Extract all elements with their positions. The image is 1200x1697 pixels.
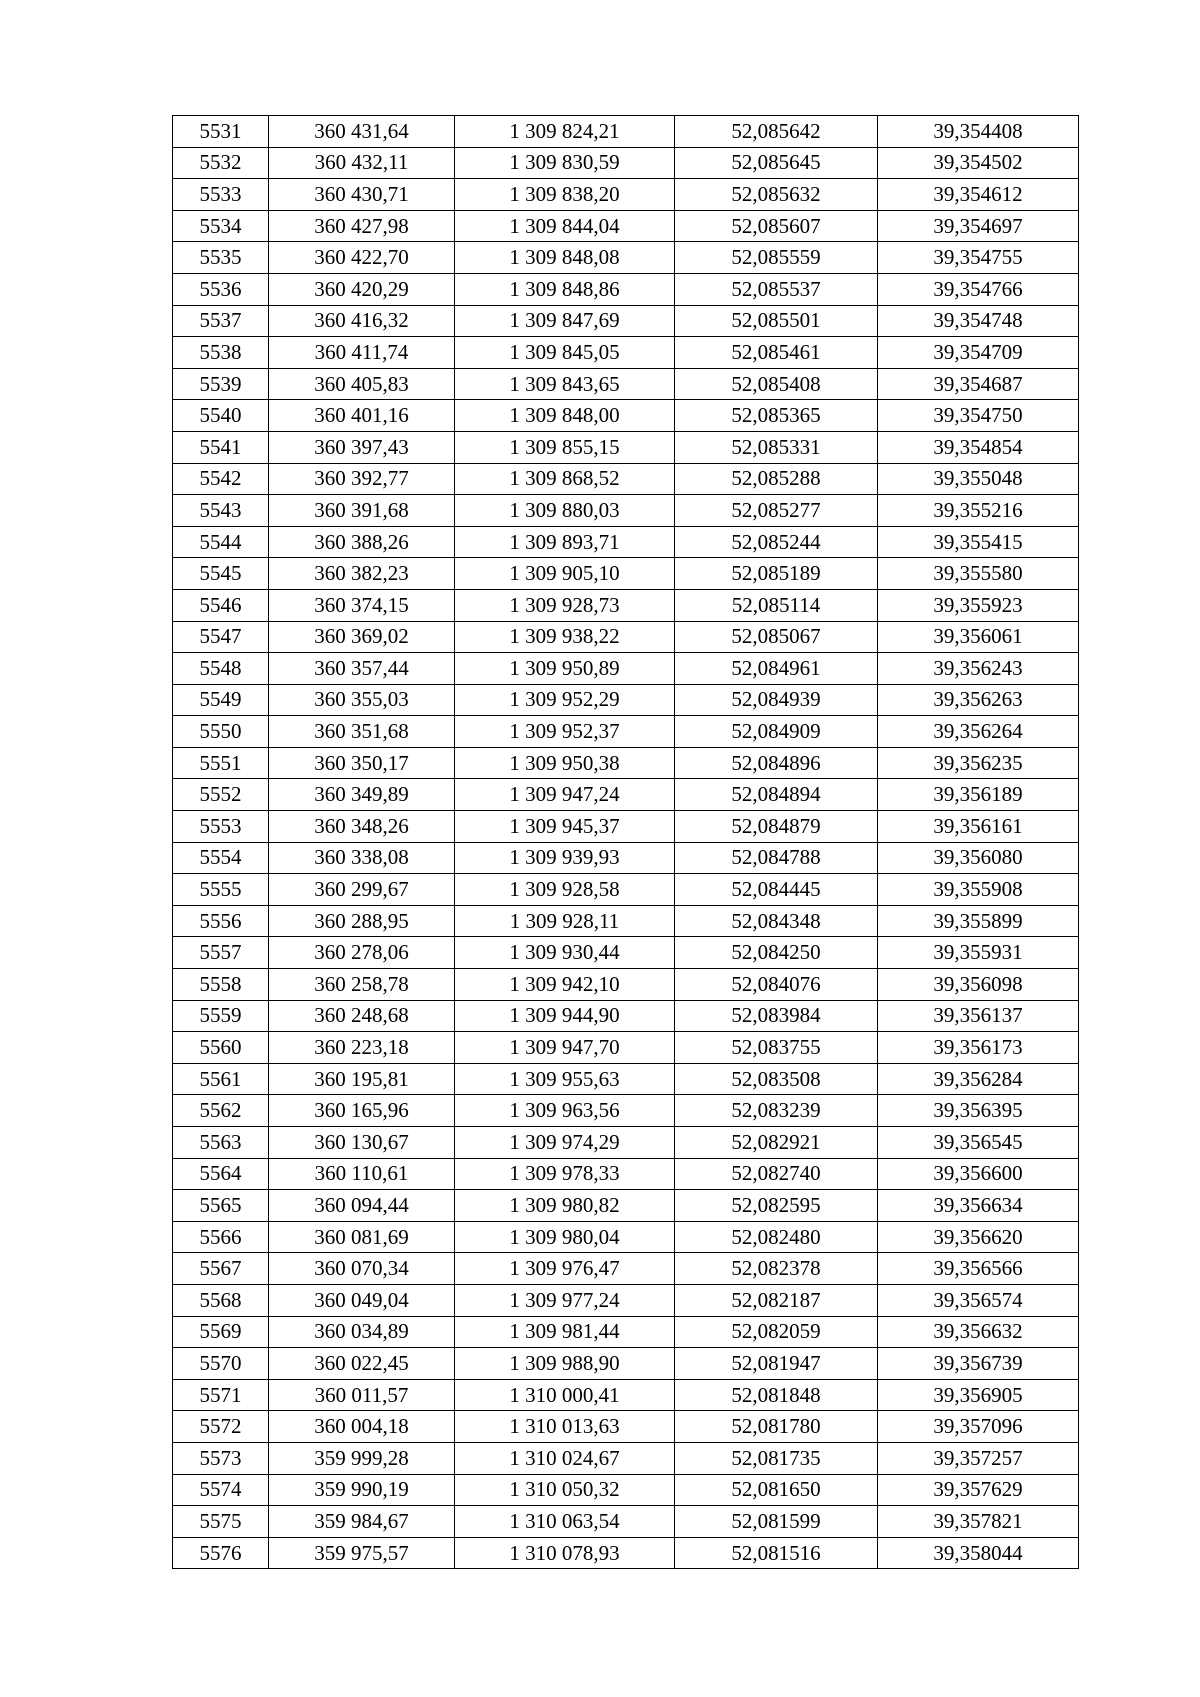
table-row	[173, 1316, 1079, 1348]
point-number-cell: 5536	[173, 273, 269, 305]
latitude-cell: 52,085114	[675, 589, 878, 621]
point-number-cell: 5575	[173, 1506, 269, 1538]
longitude-cell: 39,356545	[878, 1127, 1079, 1159]
latitude-cell: 52,081735	[675, 1442, 878, 1474]
latitude-cell: 52,081780	[675, 1411, 878, 1443]
coord-x-cell: 360 431,64	[269, 116, 455, 148]
latitude-cell: 52,082187	[675, 1284, 878, 1316]
point-number-cell: 5567	[173, 1253, 269, 1285]
table-row	[173, 1095, 1079, 1127]
coord-y-cell: 1 310 078,93	[455, 1537, 675, 1569]
longitude-cell: 39,356161	[878, 811, 1079, 843]
table-row	[173, 1284, 1079, 1316]
point-number-cell: 5538	[173, 337, 269, 369]
point-number-cell: 5552	[173, 779, 269, 811]
point-number-cell: 5541	[173, 431, 269, 463]
latitude-cell: 52,084896	[675, 747, 878, 779]
coord-y-cell: 1 309 930,44	[455, 937, 675, 969]
point-number-cell: 5573	[173, 1442, 269, 1474]
latitude-cell: 52,083508	[675, 1063, 878, 1095]
point-number-cell: 5549	[173, 684, 269, 716]
coord-y-cell: 1 309 944,90	[455, 1000, 675, 1032]
table-row	[173, 368, 1079, 400]
coord-x-cell: 360 430,71	[269, 179, 455, 211]
table-row	[173, 905, 1079, 937]
coord-x-cell: 360 110,61	[269, 1158, 455, 1190]
coord-y-cell: 1 309 880,03	[455, 495, 675, 527]
coord-y-cell: 1 309 977,24	[455, 1284, 675, 1316]
point-number-cell: 5574	[173, 1474, 269, 1506]
coord-x-cell: 360 338,08	[269, 842, 455, 874]
point-number-cell: 5535	[173, 242, 269, 274]
latitude-cell: 52,084788	[675, 842, 878, 874]
longitude-cell: 39,355908	[878, 874, 1079, 906]
point-number-cell: 5576	[173, 1537, 269, 1569]
point-number-cell: 5547	[173, 621, 269, 653]
coord-y-cell: 1 309 938,22	[455, 621, 675, 653]
coord-x-cell: 360 195,81	[269, 1063, 455, 1095]
longitude-cell: 39,357257	[878, 1442, 1079, 1474]
latitude-cell: 52,082059	[675, 1316, 878, 1348]
coord-x-cell: 359 975,57	[269, 1537, 455, 1569]
longitude-cell: 39,354612	[878, 179, 1079, 211]
longitude-cell: 39,358044	[878, 1537, 1079, 1569]
longitude-cell: 39,355048	[878, 463, 1079, 495]
coord-x-cell: 360 355,03	[269, 684, 455, 716]
coord-x-cell: 360 348,26	[269, 811, 455, 843]
point-number-cell: 5559	[173, 1000, 269, 1032]
table-row	[173, 431, 1079, 463]
latitude-cell: 52,085331	[675, 431, 878, 463]
coord-x-cell: 360 081,69	[269, 1221, 455, 1253]
table-row	[173, 305, 1079, 337]
point-number-cell: 5544	[173, 526, 269, 558]
point-number-cell: 5565	[173, 1190, 269, 1222]
longitude-cell: 39,356284	[878, 1063, 1079, 1095]
longitude-cell: 39,355216	[878, 495, 1079, 527]
table-row	[173, 273, 1079, 305]
coord-x-cell: 359 990,19	[269, 1474, 455, 1506]
coord-y-cell: 1 309 830,59	[455, 147, 675, 179]
point-number-cell: 5545	[173, 558, 269, 590]
table-row	[173, 969, 1079, 1001]
point-number-cell: 5572	[173, 1411, 269, 1443]
coord-y-cell: 1 309 981,44	[455, 1316, 675, 1348]
latitude-cell: 52,085408	[675, 368, 878, 400]
latitude-cell: 52,081650	[675, 1474, 878, 1506]
coordinates-table-body	[173, 116, 1079, 1569]
coord-x-cell: 359 984,67	[269, 1506, 455, 1538]
coord-y-cell: 1 309 893,71	[455, 526, 675, 558]
point-number-cell: 5562	[173, 1095, 269, 1127]
coord-y-cell: 1 309 824,21	[455, 116, 675, 148]
latitude-cell: 52,085067	[675, 621, 878, 653]
longitude-cell: 39,354709	[878, 337, 1079, 369]
point-number-cell: 5533	[173, 179, 269, 211]
coord-y-cell: 1 310 063,54	[455, 1506, 675, 1538]
latitude-cell: 52,081599	[675, 1506, 878, 1538]
longitude-cell: 39,354697	[878, 210, 1079, 242]
coord-y-cell: 1 309 928,73	[455, 589, 675, 621]
point-number-cell: 5531	[173, 116, 269, 148]
latitude-cell: 52,085632	[675, 179, 878, 211]
table-row	[173, 1158, 1079, 1190]
coord-y-cell: 1 309 978,33	[455, 1158, 675, 1190]
coord-x-cell: 360 369,02	[269, 621, 455, 653]
table-row	[173, 400, 1079, 432]
coord-x-cell: 360 350,17	[269, 747, 455, 779]
coord-y-cell: 1 309 980,04	[455, 1221, 675, 1253]
point-number-cell: 5551	[173, 747, 269, 779]
latitude-cell: 52,085645	[675, 147, 878, 179]
point-number-cell: 5570	[173, 1348, 269, 1380]
coord-y-cell: 1 309 843,65	[455, 368, 675, 400]
table-row	[173, 874, 1079, 906]
longitude-cell: 39,354502	[878, 147, 1079, 179]
latitude-cell: 52,085365	[675, 400, 878, 432]
coord-y-cell: 1 310 013,63	[455, 1411, 675, 1443]
latitude-cell: 52,081516	[675, 1537, 878, 1569]
coord-y-cell: 1 309 952,29	[455, 684, 675, 716]
table-row	[173, 1379, 1079, 1411]
latitude-cell: 52,085189	[675, 558, 878, 590]
table-row	[173, 558, 1079, 590]
longitude-cell: 39,355923	[878, 589, 1079, 621]
point-number-cell: 5554	[173, 842, 269, 874]
coord-x-cell: 360 427,98	[269, 210, 455, 242]
table-row	[173, 147, 1079, 179]
latitude-cell: 52,085501	[675, 305, 878, 337]
latitude-cell: 52,084879	[675, 811, 878, 843]
longitude-cell: 39,356739	[878, 1348, 1079, 1380]
coord-y-cell: 1 309 947,70	[455, 1032, 675, 1064]
coord-x-cell: 360 388,26	[269, 526, 455, 558]
longitude-cell: 39,356264	[878, 716, 1079, 748]
point-number-cell: 5542	[173, 463, 269, 495]
latitude-cell: 52,085559	[675, 242, 878, 274]
table-row	[173, 1190, 1079, 1222]
coord-y-cell: 1 309 980,82	[455, 1190, 675, 1222]
longitude-cell: 39,354854	[878, 431, 1079, 463]
coord-x-cell: 360 022,45	[269, 1348, 455, 1380]
coord-y-cell: 1 309 945,37	[455, 811, 675, 843]
point-number-cell: 5563	[173, 1127, 269, 1159]
point-number-cell: 5548	[173, 653, 269, 685]
longitude-cell: 39,356395	[878, 1095, 1079, 1127]
coord-x-cell: 360 411,74	[269, 337, 455, 369]
point-number-cell: 5564	[173, 1158, 269, 1190]
coord-x-cell: 360 258,78	[269, 969, 455, 1001]
latitude-cell: 52,081947	[675, 1348, 878, 1380]
longitude-cell: 39,357096	[878, 1411, 1079, 1443]
table-row	[173, 242, 1079, 274]
point-number-cell: 5561	[173, 1063, 269, 1095]
coord-x-cell: 360 034,89	[269, 1316, 455, 1348]
longitude-cell: 39,354748	[878, 305, 1079, 337]
coord-y-cell: 1 310 000,41	[455, 1379, 675, 1411]
coord-y-cell: 1 309 988,90	[455, 1348, 675, 1380]
point-number-cell: 5560	[173, 1032, 269, 1064]
table-row	[173, 621, 1079, 653]
longitude-cell: 39,355580	[878, 558, 1079, 590]
latitude-cell: 52,084909	[675, 716, 878, 748]
coord-x-cell: 360 351,68	[269, 716, 455, 748]
coord-y-cell: 1 309 845,05	[455, 337, 675, 369]
longitude-cell: 39,356620	[878, 1221, 1079, 1253]
latitude-cell: 52,084894	[675, 779, 878, 811]
longitude-cell: 39,356173	[878, 1032, 1079, 1064]
coord-y-cell: 1 309 942,10	[455, 969, 675, 1001]
longitude-cell: 39,356574	[878, 1284, 1079, 1316]
point-number-cell: 5550	[173, 716, 269, 748]
coord-x-cell: 360 094,44	[269, 1190, 455, 1222]
table-row	[173, 1442, 1079, 1474]
coord-x-cell: 360 223,18	[269, 1032, 455, 1064]
table-row	[173, 1127, 1079, 1159]
coord-x-cell: 360 416,32	[269, 305, 455, 337]
coord-x-cell: 360 070,34	[269, 1253, 455, 1285]
latitude-cell: 52,084961	[675, 653, 878, 685]
latitude-cell: 52,085277	[675, 495, 878, 527]
longitude-cell: 39,354755	[878, 242, 1079, 274]
coord-x-cell: 360 420,29	[269, 273, 455, 305]
longitude-cell: 39,356061	[878, 621, 1079, 653]
coord-x-cell: 360 349,89	[269, 779, 455, 811]
point-number-cell: 5537	[173, 305, 269, 337]
table-row	[173, 1221, 1079, 1253]
latitude-cell: 52,082378	[675, 1253, 878, 1285]
latitude-cell: 52,084348	[675, 905, 878, 937]
coord-x-cell: 360 422,70	[269, 242, 455, 274]
coord-y-cell: 1 309 928,58	[455, 874, 675, 906]
coord-y-cell: 1 309 955,63	[455, 1063, 675, 1095]
table-row	[173, 526, 1079, 558]
coord-y-cell: 1 309 848,00	[455, 400, 675, 432]
longitude-cell: 39,356566	[878, 1253, 1079, 1285]
longitude-cell: 39,356263	[878, 684, 1079, 716]
point-number-cell: 5543	[173, 495, 269, 527]
coord-y-cell: 1 309 952,37	[455, 716, 675, 748]
longitude-cell: 39,354408	[878, 116, 1079, 148]
latitude-cell: 52,085461	[675, 337, 878, 369]
point-number-cell: 5553	[173, 811, 269, 843]
table-row	[173, 337, 1079, 369]
latitude-cell: 52,084445	[675, 874, 878, 906]
point-number-cell: 5555	[173, 874, 269, 906]
point-number-cell: 5558	[173, 969, 269, 1001]
table-row	[173, 589, 1079, 621]
table-row	[173, 716, 1079, 748]
point-number-cell: 5532	[173, 147, 269, 179]
coord-y-cell: 1 309 939,93	[455, 842, 675, 874]
longitude-cell: 39,354750	[878, 400, 1079, 432]
longitude-cell: 39,356137	[878, 1000, 1079, 1032]
coord-x-cell: 360 397,43	[269, 431, 455, 463]
latitude-cell: 52,085244	[675, 526, 878, 558]
table-row	[173, 937, 1079, 969]
latitude-cell: 52,084250	[675, 937, 878, 969]
coord-x-cell: 360 391,68	[269, 495, 455, 527]
coord-y-cell: 1 309 848,86	[455, 273, 675, 305]
table-row	[173, 1000, 1079, 1032]
coord-y-cell: 1 310 050,32	[455, 1474, 675, 1506]
coord-x-cell: 360 374,15	[269, 589, 455, 621]
longitude-cell: 39,357629	[878, 1474, 1079, 1506]
longitude-cell: 39,356905	[878, 1379, 1079, 1411]
table-row	[173, 1032, 1079, 1064]
coord-x-cell: 360 165,96	[269, 1095, 455, 1127]
latitude-cell: 52,083984	[675, 1000, 878, 1032]
table-row	[173, 1063, 1079, 1095]
coord-y-cell: 1 309 848,08	[455, 242, 675, 274]
coord-y-cell: 1 309 950,89	[455, 653, 675, 685]
table-row	[173, 1537, 1079, 1569]
coord-x-cell: 360 049,04	[269, 1284, 455, 1316]
longitude-cell: 39,354687	[878, 368, 1079, 400]
latitude-cell: 52,085642	[675, 116, 878, 148]
coord-x-cell: 360 382,23	[269, 558, 455, 590]
table-row	[173, 684, 1079, 716]
point-number-cell: 5546	[173, 589, 269, 621]
table-row	[173, 116, 1079, 148]
longitude-cell: 39,356098	[878, 969, 1079, 1001]
coord-y-cell: 1 309 868,52	[455, 463, 675, 495]
latitude-cell: 52,081848	[675, 1379, 878, 1411]
longitude-cell: 39,356189	[878, 779, 1079, 811]
coord-x-cell: 360 288,95	[269, 905, 455, 937]
point-number-cell: 5571	[173, 1379, 269, 1411]
table-row	[173, 495, 1079, 527]
latitude-cell: 52,084076	[675, 969, 878, 1001]
coord-x-cell: 360 248,68	[269, 1000, 455, 1032]
coord-x-cell: 360 299,67	[269, 874, 455, 906]
latitude-cell: 52,085537	[675, 273, 878, 305]
longitude-cell: 39,355415	[878, 526, 1079, 558]
coord-x-cell: 360 278,06	[269, 937, 455, 969]
point-number-cell: 5569	[173, 1316, 269, 1348]
latitude-cell: 52,083755	[675, 1032, 878, 1064]
table-row	[173, 653, 1079, 685]
latitude-cell: 52,083239	[675, 1095, 878, 1127]
longitude-cell: 39,354766	[878, 273, 1079, 305]
table-row	[173, 811, 1079, 843]
point-number-cell: 5534	[173, 210, 269, 242]
coord-x-cell: 360 004,18	[269, 1411, 455, 1443]
coord-x-cell: 360 130,67	[269, 1127, 455, 1159]
latitude-cell: 52,085607	[675, 210, 878, 242]
latitude-cell: 52,082921	[675, 1127, 878, 1159]
coord-x-cell: 360 405,83	[269, 368, 455, 400]
longitude-cell: 39,356600	[878, 1158, 1079, 1190]
coord-x-cell: 360 357,44	[269, 653, 455, 685]
table-row	[173, 1506, 1079, 1538]
coord-y-cell: 1 309 928,11	[455, 905, 675, 937]
longitude-cell: 39,356634	[878, 1190, 1079, 1222]
point-number-cell: 5540	[173, 400, 269, 432]
table-row	[173, 210, 1079, 242]
coord-x-cell: 360 401,16	[269, 400, 455, 432]
latitude-cell: 52,085288	[675, 463, 878, 495]
longitude-cell: 39,357821	[878, 1506, 1079, 1538]
latitude-cell: 52,082480	[675, 1221, 878, 1253]
coord-y-cell: 1 309 855,15	[455, 431, 675, 463]
coord-x-cell: 360 432,11	[269, 147, 455, 179]
longitude-cell: 39,356243	[878, 653, 1079, 685]
table-row	[173, 463, 1079, 495]
table-row	[173, 179, 1079, 211]
coord-x-cell: 360 392,77	[269, 463, 455, 495]
point-number-cell: 5539	[173, 368, 269, 400]
latitude-cell: 52,082740	[675, 1158, 878, 1190]
coord-y-cell: 1 309 838,20	[455, 179, 675, 211]
table-row	[173, 779, 1079, 811]
coord-y-cell: 1 309 950,38	[455, 747, 675, 779]
table-row	[173, 747, 1079, 779]
point-number-cell: 5568	[173, 1284, 269, 1316]
coord-x-cell: 359 999,28	[269, 1442, 455, 1474]
longitude-cell: 39,355931	[878, 937, 1079, 969]
point-number-cell: 5556	[173, 905, 269, 937]
longitude-cell: 39,356632	[878, 1316, 1079, 1348]
coord-y-cell: 1 309 947,24	[455, 779, 675, 811]
coord-y-cell: 1 309 905,10	[455, 558, 675, 590]
point-number-cell: 5566	[173, 1221, 269, 1253]
coordinates-table	[172, 115, 1079, 1569]
coord-y-cell: 1 309 844,04	[455, 210, 675, 242]
coord-y-cell: 1 309 974,29	[455, 1127, 675, 1159]
longitude-cell: 39,355899	[878, 905, 1079, 937]
table-row	[173, 1253, 1079, 1285]
table-row	[173, 842, 1079, 874]
coord-y-cell: 1 309 963,56	[455, 1095, 675, 1127]
coord-y-cell: 1 309 976,47	[455, 1253, 675, 1285]
longitude-cell: 39,356235	[878, 747, 1079, 779]
coord-x-cell: 360 011,57	[269, 1379, 455, 1411]
coord-y-cell: 1 310 024,67	[455, 1442, 675, 1474]
latitude-cell: 52,084939	[675, 684, 878, 716]
table-row	[173, 1411, 1079, 1443]
table-row	[173, 1348, 1079, 1380]
table-row	[173, 1474, 1079, 1506]
latitude-cell: 52,082595	[675, 1190, 878, 1222]
point-number-cell: 5557	[173, 937, 269, 969]
longitude-cell: 39,356080	[878, 842, 1079, 874]
coord-y-cell: 1 309 847,69	[455, 305, 675, 337]
